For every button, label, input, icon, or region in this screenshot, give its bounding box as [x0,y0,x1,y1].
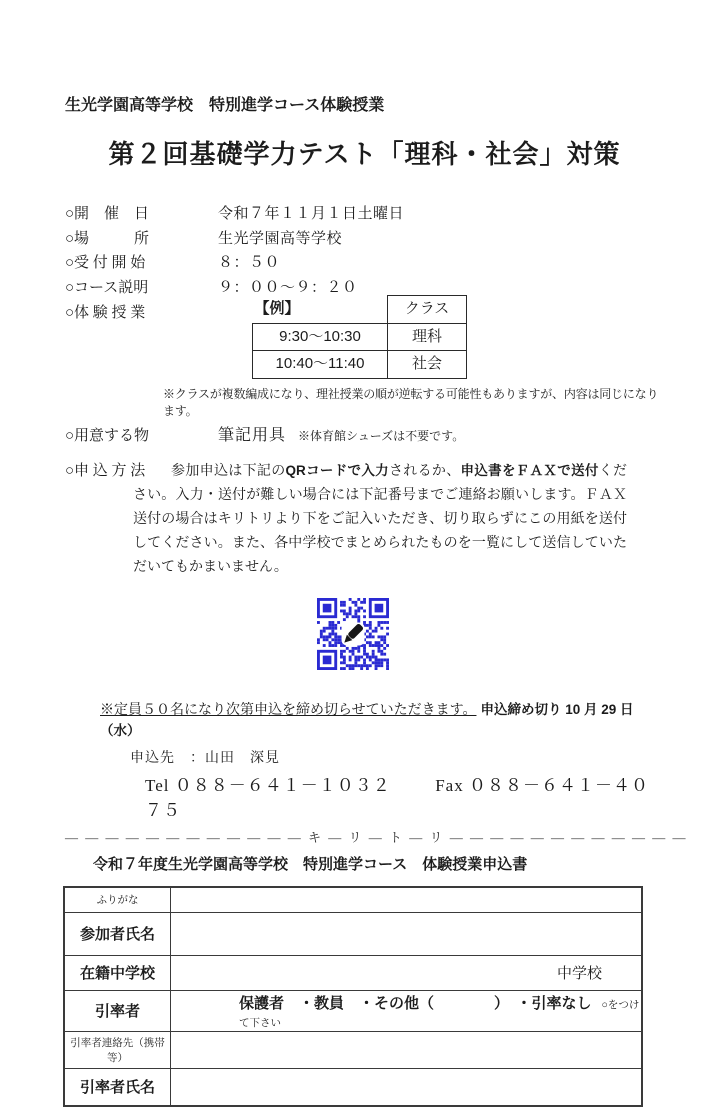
form-label-escort-name: 引率者氏名 [64,1068,171,1106]
form-field-escort-name[interactable] [171,1068,643,1106]
capacity-note: ※定員５０名になり次第申込を締め切らせていただきます。 [100,702,477,718]
fax-label: Fax [435,775,464,795]
form-label-escort: 引率者 [64,990,171,1031]
schedule-example-table-wrap [252,295,467,379]
supplies-value: 筆記用具 [218,426,287,444]
table-row [64,1068,642,1106]
escort-options: 保護者 ・教員 ・その他（ ） ・引率なし [239,994,592,1012]
supplies-row [65,422,664,445]
fax-number: ０８８－６４１－４０７５ [145,775,649,820]
qr-code [313,594,393,674]
example-corner-label: 【例】 [254,299,300,317]
tel-fax-line [145,771,664,821]
application-method-label: ○申 込 方 法 [65,462,146,479]
junior-high-suffix: 中学校 [556,965,602,983]
form-label-junior-high: 在籍中学校 [64,955,171,990]
info-row-place [65,227,664,252]
table-row [253,295,467,323]
table-row [64,912,642,955]
application-form-table [63,886,643,1107]
info-value-briefing: ９：００～９：２０ [218,280,358,297]
schedule-time-1: 9:30～10:30 [253,323,388,351]
info-row-reception [65,251,664,276]
form-field-junior-high[interactable] [171,955,643,990]
info-row-date [65,202,664,227]
form-label-escort-contact: 引率者連絡先（携帯等） [64,1031,171,1068]
info-label-briefing: ○コース説明 [65,280,149,297]
info-label-place: ○場 所 [65,230,150,247]
event-info-list [65,202,664,379]
info-value-date: 令和７年１１月１日土曜日 [218,206,405,222]
table-row [64,887,642,913]
class-column-header: クラス [388,295,467,323]
table-row [253,351,467,379]
form-field-furigana[interactable] [171,887,643,913]
form-field-escort-contact[interactable] [171,1031,643,1068]
schedule-class-1: 理科 [388,323,467,351]
info-value-place: 生光学園高等学校 [218,230,343,247]
table-row [64,990,642,1031]
apply-seg-3: されるか、 [388,463,461,479]
info-label-date: ○開 催 日 [65,206,150,222]
application-form-title: 令和７年度生光学園高等学校 特別進学コース 体験授業申込書 [93,855,528,873]
supplies-note: ※体育館シューズは不要です。 [298,428,465,443]
contact-person-line: 申込先 ：山田 深見 [130,750,280,766]
schedule-class-2: 社会 [388,351,467,379]
cut-here-line: — — — — — — — — — — — — キ — リ — ト — リ — — — — — — — — — — — — [65,829,688,845]
escort-circle-note: ○をつけて下さい [239,998,640,1029]
table-row [64,1031,642,1068]
table-row [64,955,642,990]
application-method-section [65,459,664,580]
form-label-participant-name: 参加者氏名 [64,912,171,955]
form-label-furigana: ふりがな [64,887,171,913]
page-title: 第２回基礎学力テスト「理科・社会」対策 [108,139,621,169]
schedule-example-table [252,295,467,379]
tel-number: ０８８－６４１－１０３２ [174,775,391,795]
capacity-deadline-line [100,698,664,740]
info-label-reception: ○受 付 開 始 [65,255,146,272]
form-field-participant-name[interactable] [171,912,643,955]
supplies-label: ○用意する物 [65,427,150,444]
form-field-escort[interactable] [171,990,643,1031]
apply-seg-5: ください。入力・送付が難しい場合には下記番号までご連絡お願いします。ＦＡＸ送付の場合はキリトリより下をご記入いただき、切り取らずにこの用紙を送付してください。また、各中学校でまとめられたものを一覧にして送信していただいてもかまいません。 [133,463,628,575]
deadline-date: 申込締め切り 10 月 29 日（水） [100,701,634,738]
qr-code-svg [317,598,389,670]
table-row [253,323,467,351]
class-order-note: ※クラスが複数編成になり、理社授業の順が逆転する可能性もありますが、内容は同じになります。 [163,386,659,418]
apply-seg-fax-bold: 申込書をＦＡＸで送付 [460,462,599,478]
info-label-trial-lesson: ○体 験 授 業 [65,304,146,321]
apply-seg-qr-bold: QRコードで入力 [285,462,389,478]
school-course-line: 生光学園高等学校 特別進学コース体験授業 [65,97,385,114]
schedule-time-2: 10:40～11:40 [253,351,388,379]
apply-seg-1: 参加申込は下記の [171,463,286,479]
info-row-trial-lesson [65,301,664,379]
tel-label: Tel [145,775,170,795]
info-value-reception: ８：５０ [218,255,281,272]
application-method-text [133,459,627,580]
